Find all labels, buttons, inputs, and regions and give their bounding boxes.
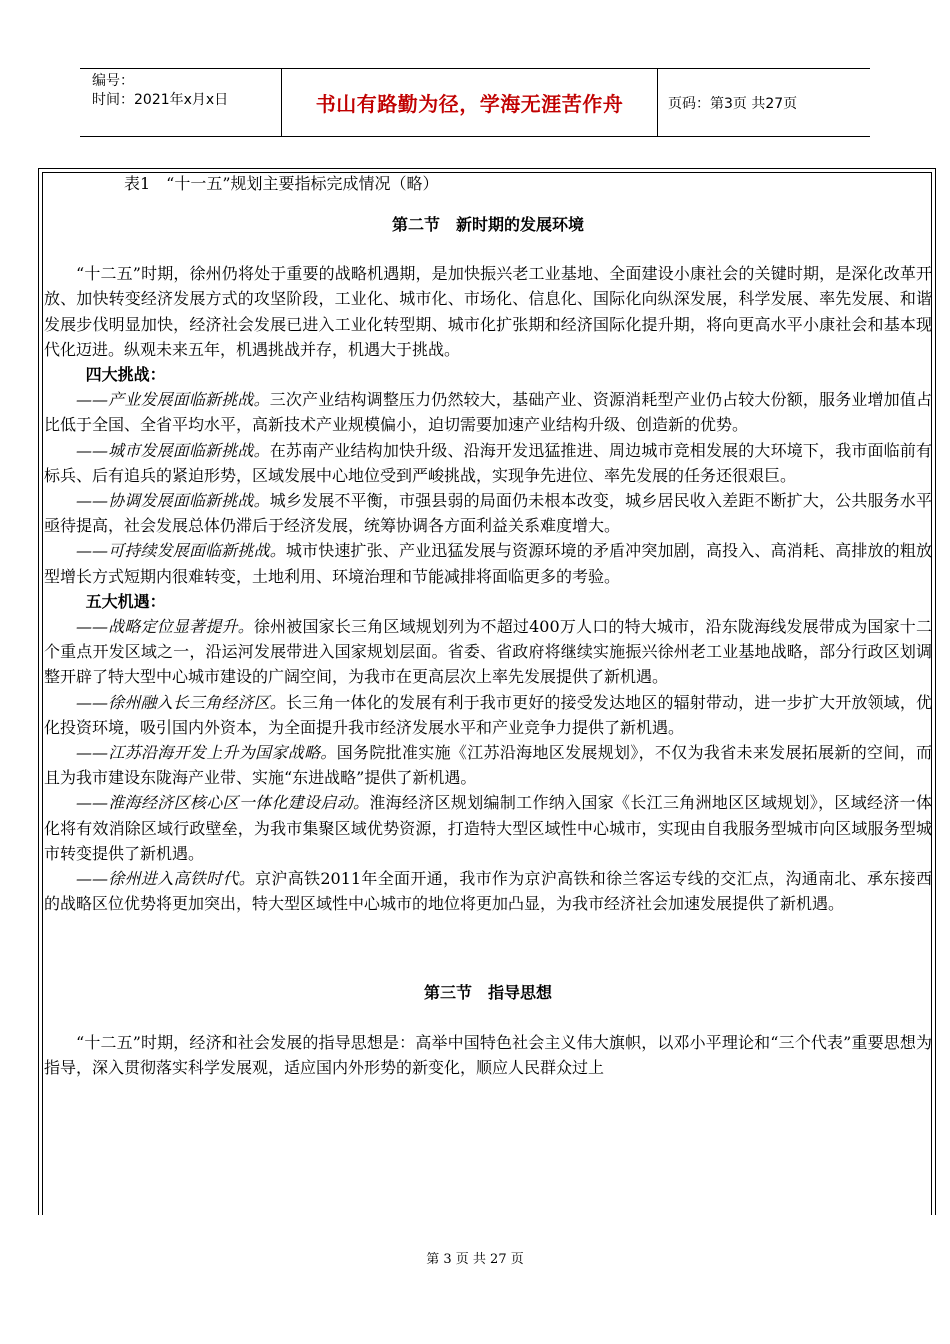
opportunity-text: 淮海经济区规划编制工作纳入国家《长江三角洲地区区域规划》，区域经济一体化将有效消除区域行政壁垒，为我市集聚区域优势资源，打造特大型区域性中心城市，实现由自我服务型城市向区域服务型城市转变提供了新机遇。: [44, 793, 932, 863]
opportunities-heading: 五大机遇：: [85, 591, 166, 611]
challenge-lead: ——城市发展面临新挑战。: [76, 440, 270, 460]
section-intro-paragraph: “十二五”时期，徐州仍将处于重要的战略机遇期，是加快振兴老工业基地、全面建设小康社会的关键时期，是深化改革开放、加快转变经济发展方式的攻坚阶段，工业化、城市化、市场化、信息化、国际化向纵深发展，科学发展、率先发展、和谐发展步伐明显加快，经济社会发展已进入工业化转型期、城市化扩张期和经济国际化提升期，将向更高水平小康社会和基本现代化迈进。纵观未来五年，机遇挑战并存，机遇大于挑战。: [44, 264, 932, 359]
header-meta: [80, 69, 282, 136]
section-title: 第二节 新时期的发展环境: [391, 215, 584, 234]
opportunity-text: 国务院批准实施《江苏沿海地区发展规划》，不仅为我省未来发展拓展新的空间，而且为我市建设东陇海产业带、实施“东进战略”提供了新机遇。: [44, 743, 932, 788]
challenge-lead: ——协调发展面临新挑战。: [76, 491, 270, 511]
page-header: [80, 68, 870, 137]
opportunity-item: [44, 614, 932, 690]
opportunity-item: [44, 740, 932, 790]
document-number: 编号：: [92, 73, 134, 89]
opportunities-list: [44, 614, 932, 916]
opportunity-lead: ——江苏沿海开发上升为国家战略。: [76, 743, 337, 763]
opportunity-item: [44, 690, 932, 740]
opportunity-text: 京沪高铁2011年全面开通，我市作为京沪高铁和徐兰客运专线的交汇点，沟通南北、承东接西的战略区位优势将更加突出，特大型区域性中心城市的地位将更加凸显，为我市经济社会加速发展提供了新机遇。: [44, 869, 932, 914]
challenge-item: [44, 387, 932, 437]
opportunity-item: [44, 866, 932, 916]
opportunity-lead: ——淮海经济区核心区一体化建设启动。: [76, 793, 370, 813]
challenge-lead: ——可持续发展面临新挑战。: [76, 541, 286, 561]
challenge-lead: ——产业发展面临新挑战。: [76, 390, 270, 410]
section-title: 第三节 指导思想: [423, 983, 552, 1003]
opportunity-item: [44, 790, 932, 866]
header-motto: 书山有路勤为径，学海无涯苦作舟: [315, 92, 624, 116]
document-body: [44, 170, 932, 1080]
page-footer: 第 3 页 共 27 页: [426, 1252, 524, 1267]
challenges-heading: 四大挑战：: [85, 365, 166, 385]
challenge-text: 三次产业结构调整压力仍然较大，基础产业、资源消耗型产业仍占较大份额，服务业增加值占比低于全国、全省平均水平，高新技术产业规模偏小，迫切需要加速产业结构升级、创造新的优势。: [44, 390, 932, 435]
opportunity-lead: ——徐州进入高铁时代。: [76, 869, 256, 889]
header-page-number: 页码：第3页 共27页: [668, 95, 798, 112]
challenges-list: [44, 387, 932, 589]
challenge-item: [44, 538, 932, 588]
opportunity-text: 长三角一体化的发展有利于我市更好的接受发达地区的辐射带动，进一步扩大开放领域，优化投资环境，吸引国内外资本，为全面提升我市经济发展水平和产业竞争力提供了新机遇。: [44, 692, 932, 737]
header-motto-cell: [282, 69, 658, 136]
challenge-item: [44, 488, 932, 538]
section-intro-paragraph: “十二五”时期，经济和社会发展的指导思想是：高举中国特色社会主义伟大旗帜，以邓小平理论和“三个代表”重要思想为指导，深入贯彻落实科学发展观，适应国内外形势的新变化，顺应人民群众过上: [44, 1032, 932, 1077]
challenge-text: 城乡发展不平衡，市强县弱的局面仍未根本改变，城乡居民收入差距不断扩大，公共服务水平亟待提高，社会发展总体仍滞后于经济发展，统筹协调各方面利益关系难度增大。: [44, 491, 932, 536]
opportunity-text: 徐州被国家长三角区域规划列为不超过400万人口的特大城市，沿东陇海线发展带成为国家十二个重点开发区域之一，沿运河发展带进入国家规划层面。省委、省政府将继续实施振兴徐州老工业基地战略，部分行政区划调整开辟了特大型中心城市建设的广阔空间，为我市在更高层次上率先发展提供了新机遇。: [44, 617, 932, 687]
opportunity-lead: ——战略定位显著提升。: [76, 617, 254, 637]
challenge-text: 在苏南产业结构加快升级、沿海开发迅猛推进、周边城市竞相发展的大环境下，我市面临前有标兵、后有追兵的紧迫形势，区域发展中心地位受到严峻挑战，实现争先进位、率先发展的任务还很艰巨。: [44, 440, 932, 485]
challenge-text: 城市快速扩张、产业迅猛发展与资源环境的矛盾冲突加剧，高投入、高消耗、高排放的粗放型增长方式短期内很难转变，土地利用、环境治理和节能减排将面临更多的考验。: [44, 541, 932, 586]
opportunity-lead: ——徐州融入长三角经济区。: [76, 692, 286, 712]
table-caption: 表1 “十一五”规划主要指标完成情况（略）: [124, 174, 439, 193]
challenge-item: [44, 438, 932, 488]
document-date: 时间：2021年x月x日: [92, 92, 229, 108]
